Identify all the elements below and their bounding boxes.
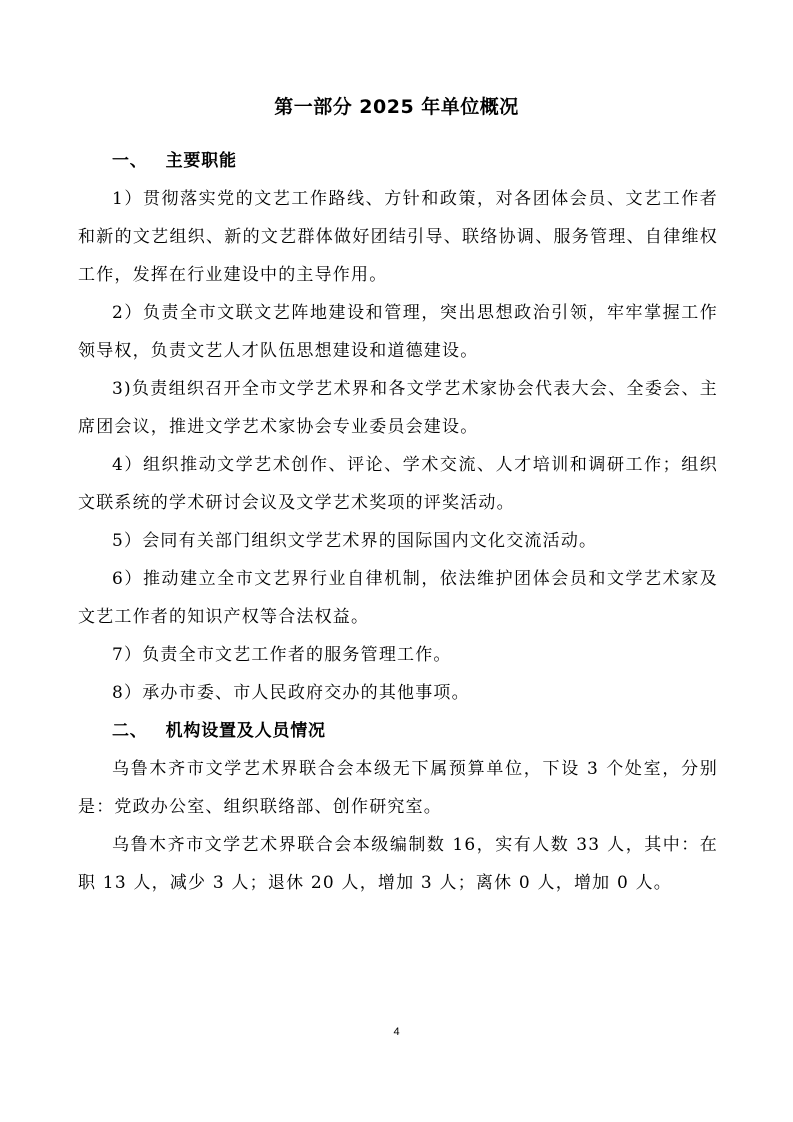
paragraph: 乌鲁木齐市文学艺术界联合会本级无下属预算单位，下设 3 个处室，分别是：党政办公室、组织联络部、创作研究室。 bbox=[78, 759, 718, 817]
paragraph: 3)负责组织召开全市文学艺术界和各文学艺术家协会代表大会、全委会、主席团会议，推进文学艺术家协会专业委员会建设。 bbox=[78, 379, 718, 437]
paragraph: 6）推动建立全市文艺界行业自律机制，依法维护团体会员和文学艺术家及文艺工作者的知识产权等合法权益。 bbox=[78, 569, 718, 627]
section-number: 一、 bbox=[112, 151, 148, 171]
page-title: 第一部分 2025 年单位概况 bbox=[274, 96, 519, 118]
paragraph: 7）负责全市文艺工作者的服务管理工作。 bbox=[112, 645, 452, 665]
section-title: 主要职能 bbox=[165, 151, 237, 171]
section-heading-functions bbox=[78, 142, 718, 180]
paragraph: 2）负责全市文联文艺阵地建设和管理，突出思想政治引领，牢牢掌握工作领导权，负责文艺人才队伍思想建设和道德建设。 bbox=[78, 303, 718, 361]
paragraph: 乌鲁木齐市文学艺术界联合会本级编制数 16，实有人数 33 人，其中：在职 13 人，减少 3 人；退休 20 人，增加 3 人；离休 0 人，增加 0 人。 bbox=[78, 835, 718, 893]
paragraph: 5）会同有关部门组织文学艺术界的国际国内文化交流活动。 bbox=[112, 531, 598, 551]
section-title: 机构设置及人员情况 bbox=[165, 721, 326, 741]
paragraph: 4）组织推动文学艺术创作、评论、学术交流、人才培训和调研工作；组织文联系统的学术研讨会议及文学艺术奖项的评奖活动。 bbox=[78, 455, 718, 513]
page-number: 4 bbox=[393, 1026, 400, 1038]
paragraph: 8）承办市委、市人民政府交办的其他事项。 bbox=[112, 683, 470, 703]
document-body bbox=[78, 142, 718, 902]
section-heading-organization bbox=[78, 712, 718, 750]
section-number: 二、 bbox=[112, 721, 148, 741]
paragraph: 1）贯彻落实党的文艺工作路线、方针和政策，对各团体会员、文艺工作者和新的文艺组织、新的文艺群体做好团结引导、联络协调、服务管理、自律维权工作，发挥在行业建设中的主导作用。 bbox=[78, 189, 718, 285]
